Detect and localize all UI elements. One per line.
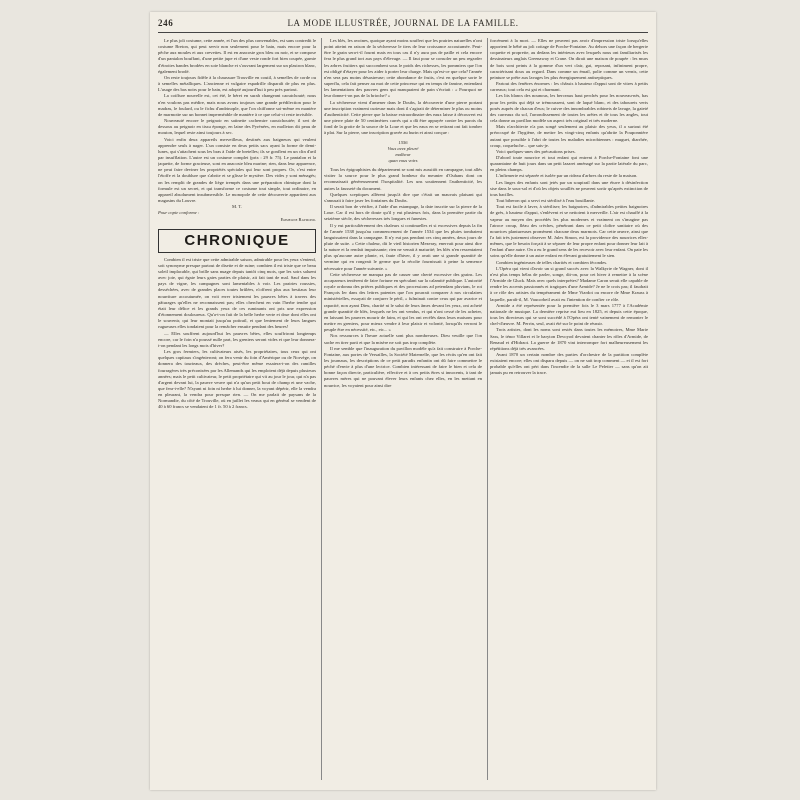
paragraph: L'infirmerie est séparée et isolée par un rideau d'arbres du reste de la maison. [496, 173, 638, 179]
copy-note: Pour copie conforme : [158, 210, 200, 216]
column-2 [324, 38, 482, 780]
author-initials: M. T. [232, 204, 242, 210]
paragraph: Combien il est triste que cette admirable saison, admirable pour les yeux s'entend, soit synonyme presque partout de disette et de ruine; combien il est triste que ce beau soleil implacable, qui brille sans nuage depuis tantôt cinq mois, que les soirs saluent avec joie, qui égaie leurs gaies parties de plaisir, ait fait tant de mal. Sauf dans les pays de vigne, les campagnes sont lamentables à voir. Les prairies roussies, desséchées, avec de grandes places toutes brûlées, n'offrent plus aux bestiaux leur nourriture accoutumée, on voit errer tristement les pauvres bêtes à travers des pâturages qu'elles ne reconnaissent pas; elles cherchent en vain l'herbe tendre qui était leur délice et les grands yeux de ces ruminants ont pris une expression d'étonnement douloureux. Qu'a-t-on fait de la belle herbe verte et drue dont elles ont le souvenir, qui leur montait jusqu'au poitrail, et que lentement de leurs langues rugueuses elles tondaient pour la remâcher ensuite pendant des heures! [158, 256, 316, 330]
paragraph: — Elles souffrent aujourd'hui les pauvres bêtes, elles souffriront longtemps encore, car le foin n'a poussé nulle part, les greniers seront vides et que leur donnera-t-on pendant les longs mois d'hiver? [158, 330, 316, 348]
verse-line: quan vous voirs [388, 157, 418, 163]
paragraph: Partout des fenêtres énormes : les châssis à hauteur d'appui sont de vitres à petits carreaux; tout cela est gai et charmant. [490, 81, 648, 93]
paragraph: Quelques sceptiques allèrent jusqu'à dire que c'était un mauvais plaisant qui s'amusait à faire jaser les fontaines du Doubs. [324, 191, 482, 203]
paragraph: Nos ressources à l'heure actuelle sont plus nombreuses. Dieu veuille que l'on sache en tirer parti et que la misère ne soit pas trop complète. [324, 333, 482, 345]
paragraph: La coiffure nouvelle est, cet été, le béret en surah changeant caoutchouté; nous n'en voulons pas médire, mais nous avons toujours une grande prédilection pour le madras, le foulard, ou le fichu d'andrinople, que l'on chiffonne soi-même en manière de marmotte sur un bonnet imperméable de manière à ce que celui-ci reste invisible. [158, 93, 316, 117]
paragraph: Tous les épigraphistes du département se sont mis aussitôt en campagne, tout allés visiter la source pour le plus grand bonheur du meunier d'Ouhans dont on reconnaissait généreusement l'hospitalité. Les uns soutiennent l'authenticité, les autres la fausseté du document. [324, 167, 482, 191]
paragraph: Les blés, les avoines, quoique ayant moins souffert que les prairies naturelles n'ont point atteint en raison de la sécheresse le tiers de leur croissance accoutumée. Peut-être le grain sera-t-il fourni mais en tous cas il n'y aura pas de paille et cela encore fera le plus grand tort aux pays d'élevage. — Il faut pour se consoler un peu regarder les arbres fruitiers qui succombent sous le poids des richesses, les pommiers que l'on est obligé d'étayer pour les aider à porter leur charge. Mais qu'est-ce que cela? l'année n'en sera pas moins désastreuse; cette abondance de fruits, c'est en quelque sorte le superflu, cela fait penser au mot de cette princesse qui en temps de famine, entendant les lamentations des pauvres gens qui manquaient de pain s'écriait : « Pourquoi ne leur donne-t-on pas de la brioche? » [324, 38, 482, 99]
paragraph: Tout est facile à laver, à stériliser; les baignoires, d'admirables petites baignoires de grès, à hauteur d'appui, s'enlèvent et se nettoient à merveille. L'air est chauffé à la vapeur au moyen des procédés les plus modernes et vraiment on s'imagine pas l'atroce croup, fléau des crèches, pénétrant dans ce petit cloître sanitaire où des nourrices plantureuses promènent chacune deux marmots. Car cette œuvre, ainsi que l'a fait très justement observer M. Jules Simon, est la providence des nourrices elles-mêmes, que le besoin forçait à se séparer de leur propre enfant pour donner leur lait à l'enfant d'une autre. On a eu le grand sens de les recevoir avec leur enfant. On paie les soins qu'elle donne à un autre enfant en élevant gratuitement le sien. [490, 204, 648, 259]
header-rule [158, 32, 648, 33]
inscription-verse [324, 140, 482, 165]
paragraph: Tout biberon qui a servi est stérilisé à l'eau bouillante. [496, 198, 595, 204]
chronique-title: CHRONIQUE [184, 231, 290, 249]
paragraph: Combien ingénieuses de telles charités et combien fécondes. [496, 259, 608, 265]
signature: Emmeline Raymond. [280, 216, 316, 222]
paragraph: Les linges des enfants sont jetés par un soupirail dans une étuve à désinfection sise dans le sous-sol et d'où les objets souillés ne peuvent sortir qu'après extinction de tous bacilles. [490, 179, 648, 197]
journal-title: LA MODE ILLUSTRÉE, JOURNAL DE LA FAMILLE. [287, 18, 519, 28]
column-divider [321, 38, 322, 780]
chronique-heading-box [158, 229, 316, 253]
paragraph: Les gros fermiers, les cultivateurs aisés, les propriétaires, tous ceux qui ont quelques capitaux s'ingénieront; on fera venir du foin d'Amérique ou de Norvège, on donnera des tourteaux, des drèches, peut-être même essaiera-t-on des ramilles fourragères très préconisées par les Allemands qui les emploient déjà depuis plusieurs années; mais le petit cultivateur, le petit propriétaire qui vit au jour le jour, qui n'a pas d'argent devant lui, la pauvre veuve qui n'a qu'un petit bout de champ et une vache, que fera-t-elle? N'ayant ni foin ni herbe à lui donner, la voyant dépérir, elle la vendra en pleurant, la vendra pour presque rien. — On me parlait de paysans de la Normandie, du côté de Trouville, où en juillet les veaux qui en général se vendent de 40 à 60 francs se vendaient de 1 fr. 50 à 2 francs. [158, 349, 316, 410]
verse-line: malheur [395, 151, 411, 157]
column-1 [158, 38, 316, 780]
paragraph: D'abord toute nourrice et tout enfant qui entrent à Porche-Fontaine font une quarantaine de huit jours dans un petit lazaret aménagé sur la partie latérale du parc, en pleins champs. [490, 154, 648, 173]
paragraph: Les lits blancs des nounous, les berceaux haut perchés pour les nouveau-nés, bas pour les petits qui déjà se trémoussent, sont de laqué blanc, et des tabourets verts posés auprès de chacun d'eux; le cuivre des innombrables robinets de lavage, la gaieté des carreaux du sol, l'arrondissement de toutes les arêtes et de tous les angles, tout cela donne au pavillon modèle un aspect très original et très moderne. [490, 93, 648, 124]
verse-line: 1556 [398, 139, 408, 145]
paragraph: forcément à la mort. — Elles ne peuvent pas avoir d'impression triste lorsqu'elles apportent le bébé au joli cottage de Porche-Fontaine. Au dehors une façon de bergerie coquette et proprette, au dedans les intérieurs avec lesquels nous ont familiarisés les dessinateurs anglais Greenaway et Crane. On dirait une maison de poupée : les murs de bois sont peints à la gomme d'un vert clair, gai, reposant, infiniment propre, caractérisant doux au regard. Dans comme un émail, polie comme un vernis, cette peinture se prête aux lavages les plus énergiquement antiseptiques. [490, 38, 648, 80]
paragraph: L'Opéra qui vient d'avoir un si grand succès avec la Walkyrie de Wagner, dont il n'est plus temps hélas de parler, songe, dit-on, pour cet hiver à remettre à la scène l'Armide de Gluck. Mais avec quels interprètes? Madame Caron serait elle capable de rendre les accents passionnés et tragiques d'une Armide? Je ne le crois pas; il faudrait à ce rôle des artistes du tempérament de Mme Viardot ou encore de Mme Krauss à laquelle, paraît-il, M. Vaucorbeil avait eu l'intention de confier ce rôle. [490, 265, 648, 302]
paragraph: Le plus joli costume, cette année, et l'un des plus convenables, est sans contredit le costume Breton, qui peut servir non seulement pour le bain, mais encore pour la pêche aux moules et aux crevettes. Il est en anacoste gros bleu ou noir, et se compose d'un pantalon bouffant, d'une petite jupe et d'une veste ronde fort bien coupée, garnie d'étroites bandes brodées en soie blanche et s'ouvrant largement sur un plastron blanc, également brodé. [158, 38, 316, 74]
page-header [158, 18, 648, 32]
paragraph: Armide a été représentée pour la première fois le 3 mars 1777 à l'Académie nationale de musique. La dernière reprise eut lieu en 1825, et depuis cette époque, tous les directeurs qui se sont succédé à l'Opéra ont tenté vainement de remonter le chef-d'œuvre. M. Perrin, seul, avait été sur le point de réussir. [490, 302, 648, 327]
paragraph: Avant 1870 un certain nombre des parties d'orchestre de la partition complète existaient encore; elles ont disparu depuis — on ne sait trop comment — et il est fort probable qu'elles ont péri dans l'incendie de la salle Le Peletier — sans qu'on ait jamais pu en retrouver la trace. [490, 351, 648, 376]
paragraph: La sécheresse vient d'amener dans le Doubs, la découverte d'une pierre portant une inscription vraiment curieuse mais dont il s'agirait de déterminer le plus ou moins d'authenticité. Cette pierre que la baisse extraordinaire des eaux laisse à découvert est une pierre plate de 50 centimètres carrés qui a dû être appuyée contre les parois du fond de la grotte de la source de la Loue et que les eaux en se retirant ont fait tomber à plat. Sur la pierre, une inscription gravée au burin et ainsi conçue : [324, 99, 482, 136]
verse-line: Vous avez pleuré [387, 145, 419, 151]
paragraph: Il serait bon de vérifier, à l'aide d'un estampage, la date inscrite sur la pierre de la Loue. Car il est hors de doute qu'il y eut plusieurs fois, dans la première partie du seizième siècle, des sécheresses très longues et funestes. [324, 204, 482, 222]
paragraph: Voici enfin deux appareils merveilleux, destinés aux baigneurs qui veulent apprendre seuls à nager. L'un consiste en deux petits sacs ayant la forme de demi-lunes, qui s'attachent sous les bras à l'aide de bretelles; ils se gonflent en un clin d'œil par insufflation. L'autre est un costume complet (prix : 29 fr. 75). Le pantalon et la jaquette, de forme gracieuse, sont en anacoste bleu marine; rien, dans leur apparence, ne peut faire deviner les propriétés spéciales qui leur sont propres. Or, c'est entre l'étoffe et la doublure que s'abrite et se glisse le mystère. Des vides y sont ménagés; on les remplit de grandes de liège trempés dans une préparation chimique dont la formule est un secret, et qui transforme ce costume tout simple, tout ordinaire, en appareil absolument insubmersible. Le monopole de cette découverte appartient aux magasins du Louvre. [158, 136, 316, 204]
paragraph: On reste toujours fidèle à la chaussure Trouville en coutil, à semelles de corde ou à semelles métalliques. L'ancienne et vulgaire espadrille disparaît de plus en plus. L'usage des bas noirs pour le bain, est adopté aujourd'hui à peu près partout. [158, 74, 316, 93]
newspaper-page [150, 12, 656, 790]
paragraph: Il y eut particulièrement des chaleurs si continuelles et si excessives depuis la fin de l'année 1538 jusqu'au commencement de l'année 1534 que les pluies tombaient languissaient dans la campagne. Il n'y eut pas pendant ces cinq années, deux jours de pluie de suite. « Cette chaleur, dit le vieil historien Mezeray, enervait pour ainsi dire la nature et la rendait impuissante; rien ne venait à maturité; les blés n'en ressentaient plus qu'aucune autre plante, et, faute d'hiver, il y avait une si grande quantité de vermine qui en rongeait le germe que la récolte fournissait à peine la semence nécessaire pour l'année suivante. » [324, 222, 482, 271]
page-number: 246 [158, 18, 174, 28]
paragraph: Trois artistes, dont les noms sont restés dans toutes les mémoires, Mme Marie Sass, le ténor Villaret et le baryton Devoyod devaient chanter les rôles d'Armide, de Renaud et d'Hidraot. La guerre de 1870 vint interrompre fort malheureusement les répétitions déjà très avancées. [490, 327, 648, 351]
paragraph: Cette sécheresse ne manqua pas de causer une cherté excessive des grains. Les accapareurs tentèrent de faire fortune en spéculant sur la calamité publique. L'autorité royale ordonna des prières publiques et des processions ad petendam pluviam, le roi François Ier dans des lettres patentes que l'on pourrait comparer à nos circulaires ministérielles, essayait de conjurer le péril, « fulminait contre ceux qui par avarice et rapacité, non ayant Dieu, charité ni le salut de leurs âmes devant les yeux, ont acheté grande quantité de blés, lesquels ne les ont vendus, et qui n'ont cessé de les acheter, en laissant les pauvres mourir de faim, et qui les ont recélés dans leurs maisons pour mettre en greniers, pour mieux vendre à leur plaisir et volonté, lorsqu'ils verront le peuple être en nécessité, etc., etc... » [324, 271, 482, 333]
column-3 [490, 38, 648, 780]
paragraph: Nouveauté encore le peignoir en satinette cachemire caoutchoutée; il sert de dessous au peignoir en tissu éponge, en laine des Pyrénées, en molleton dit peau de mouton, lequel reste ainsi toujours à sec. [158, 118, 316, 136]
paragraph: Il me semble que l'inauguration du pavillon modèle qu'a fait construire à Porche-Fontaine, aux portes de Versailles, la Société Maternelle, que les récits qu'en ont fait les journaux, les descriptions de ce petit paradis enfantin ont dû faire commettre le péché d'envie à plus d'une lectrice. Combien intéressant de faire le bien et cela de bonne façon directe, particulière, effective et à ces petits êtres si innocents, à tant de pauvres mères qui ne pouvant élever leurs enfants chez elles, en les mettant en nourrice, les voyaient pour ainsi dire [324, 345, 482, 388]
paragraph: Mais n'architecte n'a pas songé seulement au plaisir des yeux, il a surtout été préoccupé de l'hygiène, de mettre les vingt-cinq enfants qu'abrite la Pouponnière autant que possible à l'abri de toutes les maladies microbiennes : muguet, diarrhée, croup, coqueluche... que sais-je. [490, 124, 648, 148]
column-divider [487, 38, 488, 780]
paragraph: Voici quelques-unes des précautions prises. [496, 148, 576, 154]
